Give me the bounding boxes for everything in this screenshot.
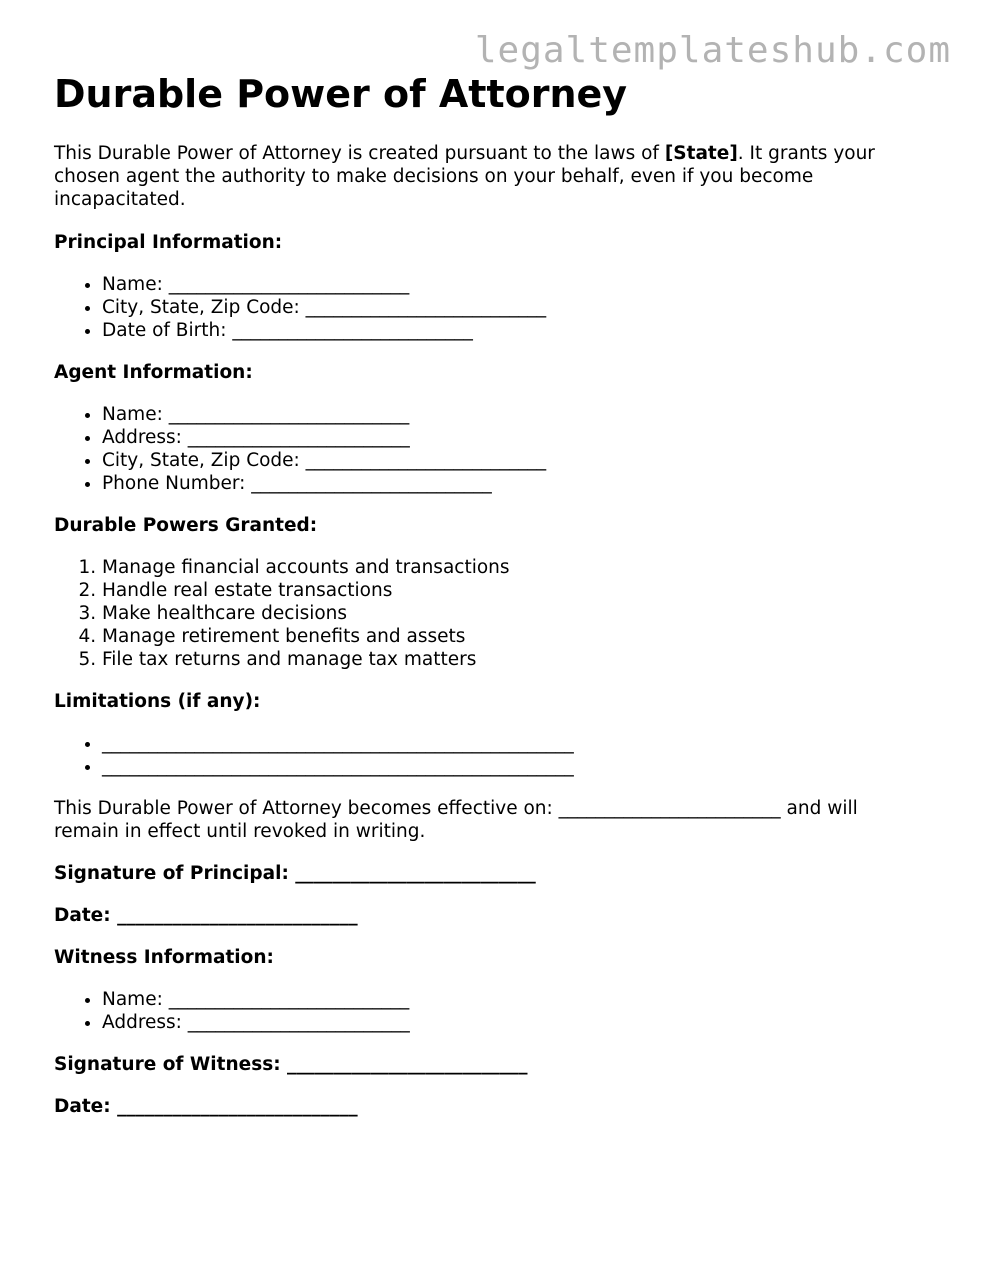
witness-heading: Witness Information:	[54, 947, 274, 968]
agent-heading: Agent Information:	[54, 362, 253, 383]
intro-paragraph	[54, 142, 924, 211]
watermark: legaltemplateshub.com	[474, 30, 951, 71]
principal-list	[54, 273, 924, 342]
agent-city-field: • City, State, Zip Code: __________________________	[102, 449, 924, 472]
intro-text-after: . It grants your chosen agent the authority to make decisions on your behalf, even if you become incapacitated.	[54, 143, 875, 210]
witness-list	[54, 988, 924, 1034]
state-placeholder: [State]	[664, 143, 738, 164]
document	[54, 72, 924, 1137]
principal-date-line: Date: __________________________	[54, 905, 358, 926]
witness-date-line: Date: __________________________	[54, 1096, 358, 1117]
power-item: 5. File tax returns and manage tax matters	[102, 648, 924, 671]
principal-signature-line: Signature of Principal: __________________________	[54, 863, 536, 884]
effective-paragraph: This Durable Power of Attorney becomes effective on: ________________________ and will remain in effect until revoked in writing.	[54, 798, 858, 842]
principal-name-field: • Name: __________________________	[102, 273, 924, 296]
limitations-heading: Limitations (if any):	[54, 691, 261, 712]
witness-signature-line: Signature of Witness: __________________________	[54, 1054, 528, 1075]
limitation-blank: • ___________________________________________________	[102, 755, 924, 778]
witness-address-field: • Address: ________________________	[102, 1011, 924, 1034]
power-item: 1. Manage financial accounts and transactions	[102, 556, 924, 579]
agent-list	[54, 403, 924, 495]
power-item: 2. Handle real estate transactions	[102, 579, 924, 602]
agent-phone-field: • Phone Number: __________________________	[102, 472, 924, 495]
agent-address-field: • Address: ________________________	[102, 426, 924, 449]
power-item: 4. Manage retirement benefits and assets	[102, 625, 924, 648]
principal-city-field: • City, State, Zip Code: __________________________	[102, 296, 924, 319]
limitations-list	[54, 732, 924, 778]
powers-heading: Durable Powers Granted:	[54, 515, 318, 536]
document-title: Durable Power of Attorney	[54, 72, 628, 116]
intro-text-before: This Durable Power of Attorney is created pursuant to the laws of	[54, 143, 665, 164]
principal-heading: Principal Information:	[54, 232, 283, 253]
agent-name-field: • Name: __________________________	[102, 403, 924, 426]
witness-name-field: • Name: __________________________	[102, 988, 924, 1011]
powers-list	[54, 556, 924, 671]
power-item: 3. Make healthcare decisions	[102, 602, 924, 625]
principal-dob-field: • Date of Birth: __________________________	[102, 319, 924, 342]
limitation-blank: • ___________________________________________________	[102, 732, 924, 755]
